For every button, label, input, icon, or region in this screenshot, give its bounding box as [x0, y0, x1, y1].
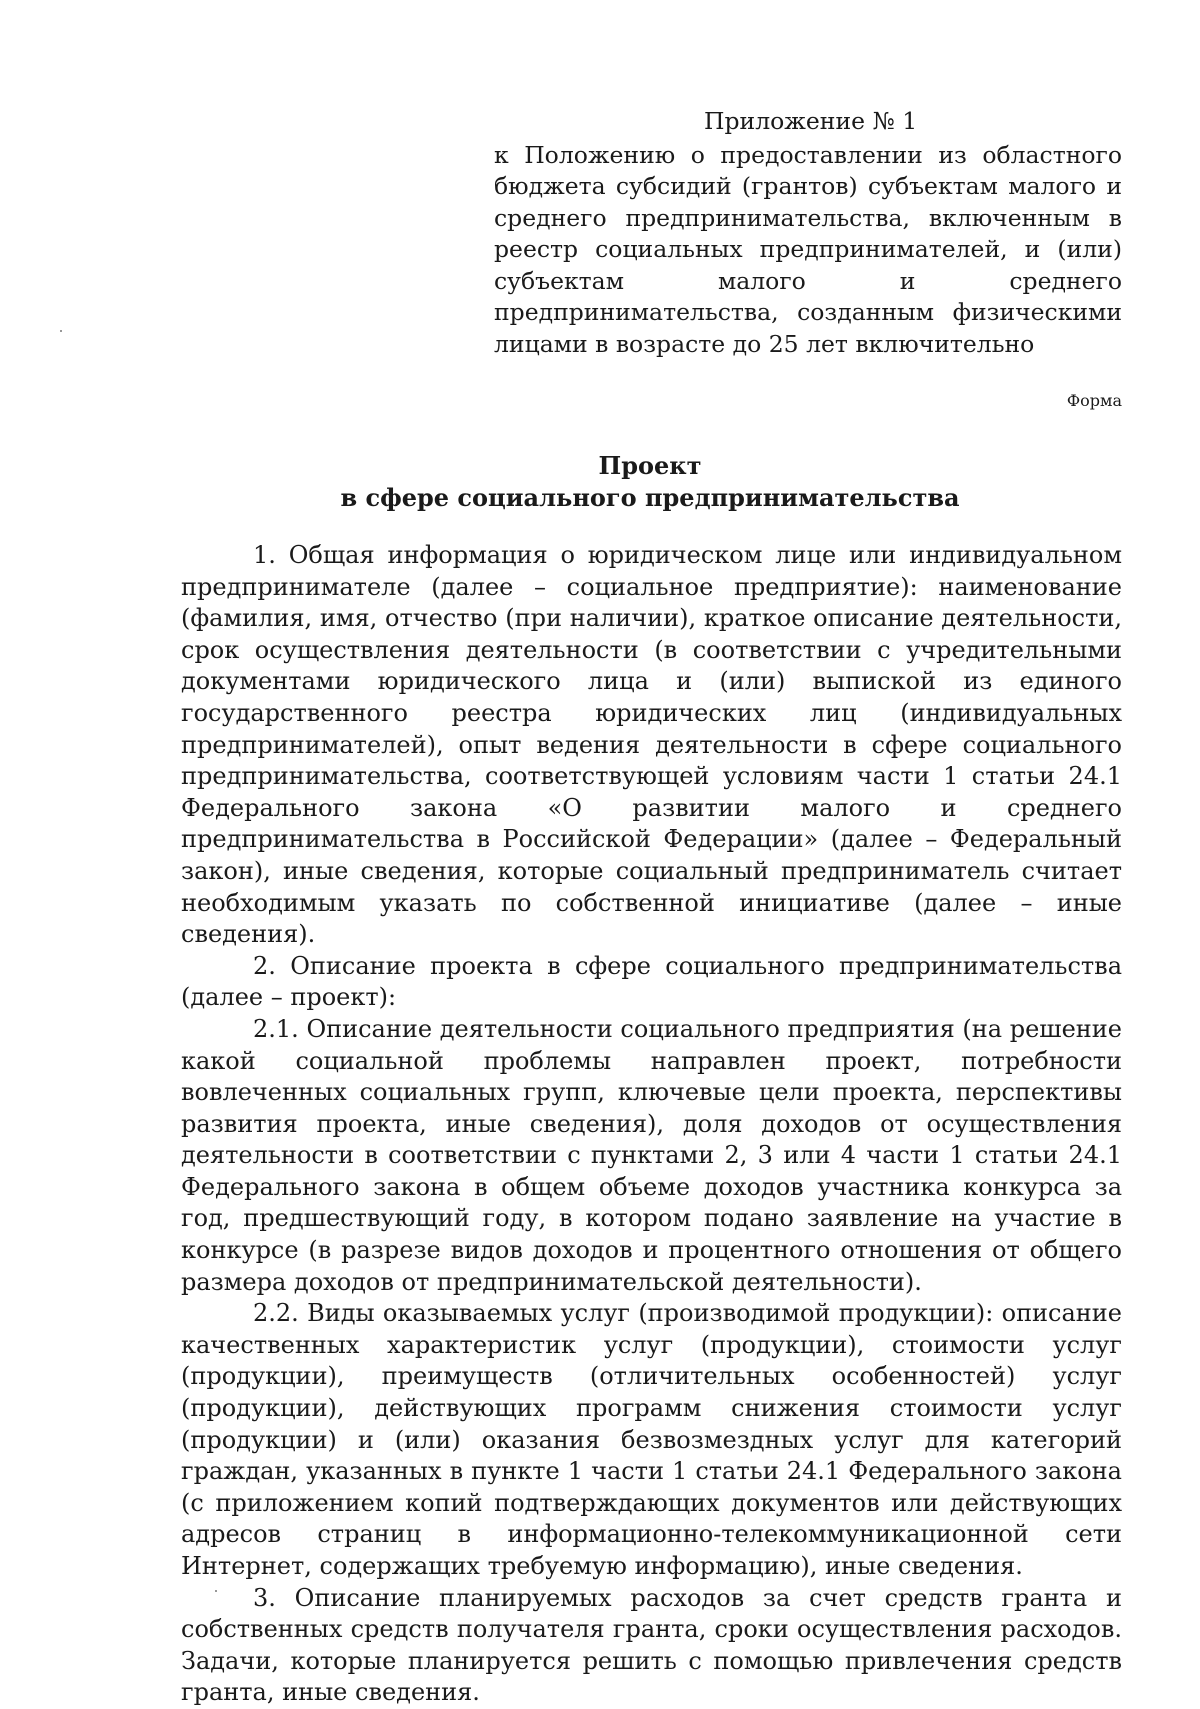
appendix-title: Приложение № 1 [704, 107, 918, 135]
form-label: Форма [1066, 391, 1122, 410]
scan-speck [60, 330, 62, 332]
document-title-line-1: Проект [598, 451, 702, 480]
appendix-text: к Положению о предоставлении из областного бюджета субсидий (грантов) субъектам малого и среднего предпринимательства, включенным в реестр социальных предпринимателей, и (или) субъектам малого и среднего предпринимательства, созданным физическими лицами в возрасте до 25 лет включительно [494, 140, 1122, 358]
paragraph-2-2: 2.2. Виды оказываемых услуг (производимой продукции): описание качественных характеристик услуг (продукции), стоимости услуг (продукции), преимуществ (отличительных особенностей) услуг (продукции), действующих программ снижения стоимости услуг (продукции) и (или) оказания безвозмездных услуг для категорий граждан, указанных в пункте 1 части 1 статьи 24.1 Федерального закона (с приложением копий подтверждающих документов или действующих адресов страниц в информационно-телекоммуникационной сети Интернет, содержащих требуемую информацию), иные сведения. [181, 1299, 1122, 1580]
paragraph-2: 2. Описание проекта в сфере социального предпринимательства (далее – проект): [181, 951, 1122, 1012]
paragraph-1: 1. Общая информация о юридическом лице или индивидуальном предпринимателе (далее – социальное предприятие): наименование (фамилия, имя, отчество (при наличии), краткое описание деятельности, срок осуществления деятельности (в соответствии с учредительными документами юридического лица и (или) выпиской из единого государственного реестра юридических лиц (индивидуальных предпринимателей), опыт ведения деятельности в сфере социального предпринимательства, соответствующей условиям части 1 статьи 24.1 Федерального закона «О развитии малого и среднего предпринимательства в Российской Федерации» (далее – Федеральный закон), иные сведения, которые социальный предприниматель считает необходимым указать по собственной инициативе (далее – иные сведения). [181, 541, 1122, 949]
paragraph-3: 3. Описание планируемых расходов за счет средств гранта и собственных средств получателя гранта, сроки осуществления расходов. Задачи, которые планируется решить с помощью привлечения средств гранта, иные сведения. [181, 1583, 1122, 1707]
appendix-header [494, 106, 1122, 360]
document-title [0, 450, 1200, 514]
scan-speck [215, 1590, 217, 1592]
document-body [181, 540, 1122, 1709]
paragraph-2-1: 2.1. Описание деятельности социального предприятия (на решение какой социальной проблемы направлен проект, потребности вовлеченных социальных групп, ключевые цели проекта, перспективы развития проекта, иные сведения), доля доходов от осуществления деятельности в соответствии с пунктами 2, 3 или 4 части 1 статьи 24.1 Федерального закона в общем объеме доходов участника конкурса за год, предшествующий году, в котором подано заявление на участие в конкурсе (в разрезе видов доходов и процентного отношения от общего размера доходов от предпринимательской деятельности). [181, 1014, 1122, 1296]
document-title-line-2: в сфере социального предпринимательства [340, 483, 960, 512]
